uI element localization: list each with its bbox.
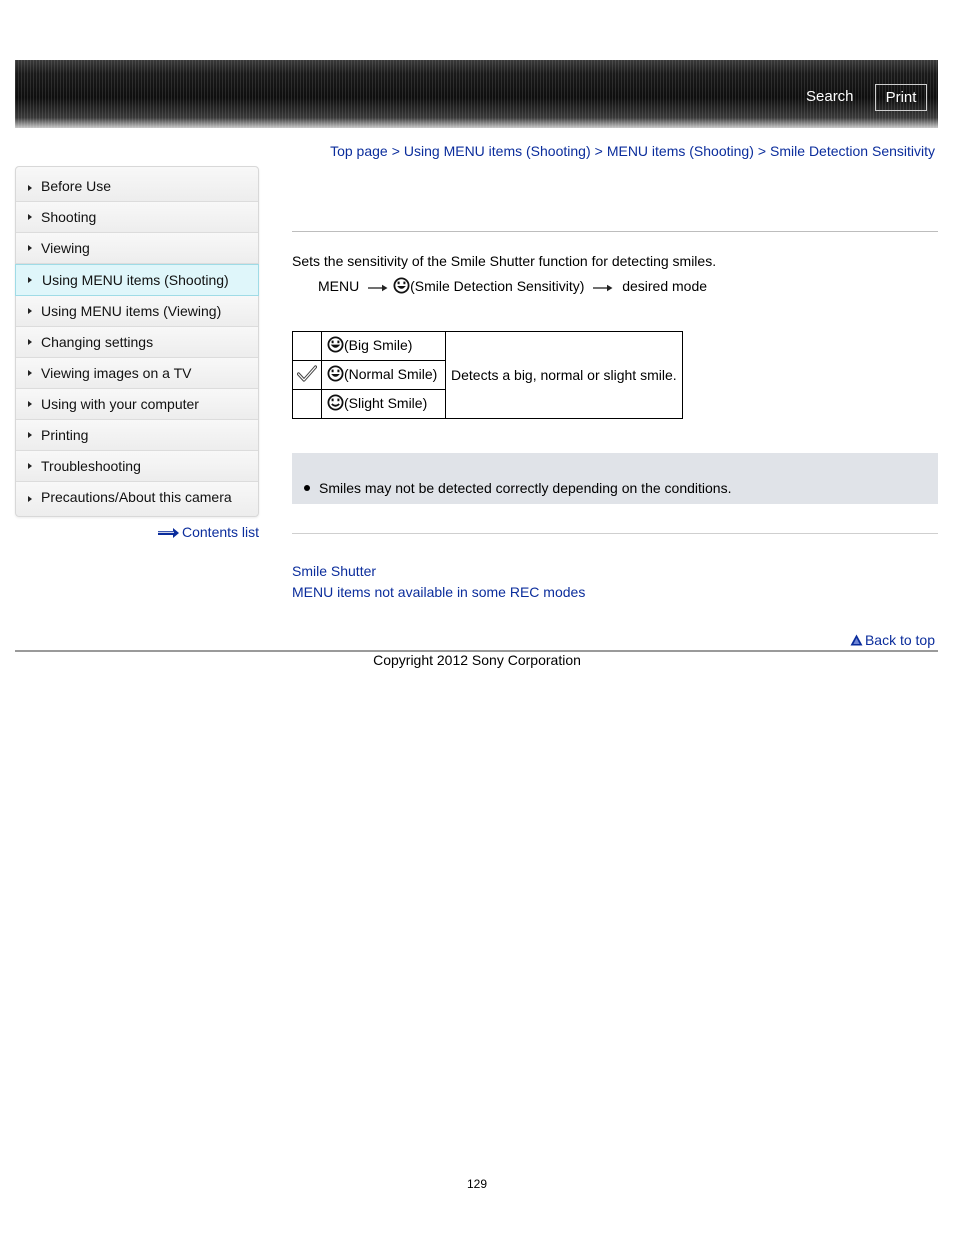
triangle-right-icon: [28, 185, 32, 191]
sidebar-item-label: Changing settings: [41, 334, 154, 350]
sidebar-item-label: Viewing: [41, 240, 90, 256]
triangle-up-icon: [850, 633, 863, 649]
back-to-top-label: Back to top: [864, 632, 935, 648]
smile-face-icon: [327, 336, 344, 356]
triangle-right-icon: [28, 496, 32, 502]
page-number: 129: [466, 1177, 488, 1191]
breadcrumb: [330, 143, 935, 159]
arrow-right-icon: [593, 279, 613, 295]
mode-cell: [322, 332, 446, 361]
triangle-right-icon: [28, 214, 32, 220]
intro-text: Sets the sensitivity of the Smile Shutter function for detecting smiles.: [292, 253, 717, 269]
sidebar-item-using-menu-items-viewing[interactable]: [16, 296, 258, 327]
sidebar-item-using-with-computer[interactable]: [16, 389, 258, 420]
triangle-right-icon: [28, 277, 32, 283]
back-to-top-link[interactable]: [850, 632, 935, 649]
menu-target-label: desired mode: [622, 278, 708, 294]
sidebar-item-label: Using with your computer: [41, 396, 199, 412]
note-box: [292, 453, 938, 504]
sidebar-item-troubleshooting[interactable]: [16, 451, 258, 482]
smile-face-icon: [327, 394, 344, 414]
description-cell: Detects a big, normal or slight smile.: [446, 332, 683, 419]
header-bar: [15, 60, 938, 128]
sidebar-item-shooting[interactable]: [16, 202, 258, 233]
copyright-text: Copyright 2012 Sony Corporation: [373, 652, 581, 668]
sidebar-item-label: Viewing images on a TV: [41, 365, 192, 381]
note-text: Smiles may not be detected correctly depending on the conditions.: [319, 480, 732, 496]
breadcrumb-top-page[interactable]: Top page: [330, 143, 388, 159]
print-button[interactable]: Print: [875, 84, 927, 111]
smile-face-icon: [393, 277, 410, 297]
sidebar-item-using-menu-items-shooting[interactable]: [15, 264, 259, 296]
sidebar-item-viewing-images-on-tv[interactable]: [16, 358, 258, 389]
mode-label: (Normal Smile): [344, 366, 438, 382]
triangle-right-icon: [28, 463, 32, 469]
default-mark-cell: [293, 390, 322, 419]
triangle-right-icon: [28, 401, 32, 407]
triangle-right-icon: [28, 339, 32, 345]
breadcrumb-current-page[interactable]: Smile Detection Sensitivity: [770, 143, 935, 159]
bullet-icon: [304, 485, 310, 491]
mode-cell: [322, 390, 446, 419]
triangle-right-icon: [28, 370, 32, 376]
arrow-right-icon: [368, 279, 388, 295]
sidebar-item-label: Before Use: [41, 178, 112, 194]
mode-table: [292, 331, 683, 419]
sidebar-item-viewing[interactable]: [16, 233, 258, 264]
search-link[interactable]: Search: [806, 88, 854, 105]
breadcrumb-separator: >: [757, 143, 767, 159]
default-mark-cell: [293, 332, 322, 361]
contents-list-label: Contents list: [182, 524, 260, 540]
menu-label: MENU: [318, 278, 360, 294]
default-mark-cell: [293, 361, 322, 390]
related-link-smile-shutter[interactable]: Smile Shutter: [292, 563, 377, 579]
related-link-menu-items-not-available[interactable]: MENU items not available in some REC modes: [292, 584, 586, 600]
section-divider: [292, 231, 938, 232]
check-icon: [297, 370, 317, 386]
mode-label: (Slight Smile): [344, 395, 428, 411]
sidebar-item-printing[interactable]: [16, 420, 258, 451]
sidebar-item-label: Using MENU items (Viewing): [41, 303, 222, 319]
sidebar-item-label: Troubleshooting: [41, 458, 141, 474]
triangle-right-icon: [28, 432, 32, 438]
double-arrow-right-icon: [158, 525, 180, 541]
sidebar-item-label: Precautions/About this camera: [41, 489, 232, 505]
smile-face-icon: [327, 365, 344, 385]
breadcrumb-separator: >: [391, 143, 400, 159]
sidebar-nav: [15, 166, 259, 517]
breadcrumb-using-menu-items-shooting[interactable]: Using MENU items (Shooting): [403, 143, 591, 159]
section-divider: [292, 533, 938, 534]
sidebar-item-label: Using MENU items (Shooting): [42, 272, 229, 288]
sidebar-item-label: Shooting: [41, 209, 97, 225]
menu-path: [318, 277, 707, 297]
sidebar-item-label: Printing: [41, 427, 89, 443]
table-row: [293, 332, 683, 361]
sidebar-item-precautions[interactable]: [16, 482, 258, 516]
sidebar-item-changing-settings[interactable]: [16, 327, 258, 358]
triangle-right-icon: [28, 308, 32, 314]
mode-label: (Big Smile): [344, 337, 413, 353]
triangle-right-icon: [28, 245, 32, 251]
mode-cell: [322, 361, 446, 390]
breadcrumb-menu-items-shooting[interactable]: MENU items (Shooting): [606, 143, 754, 159]
contents-list-link[interactable]: [158, 524, 259, 541]
menu-setting-label: (Smile Detection Sensitivity): [410, 278, 585, 294]
breadcrumb-separator: >: [594, 143, 603, 159]
sidebar-item-before-use[interactable]: [16, 167, 258, 202]
